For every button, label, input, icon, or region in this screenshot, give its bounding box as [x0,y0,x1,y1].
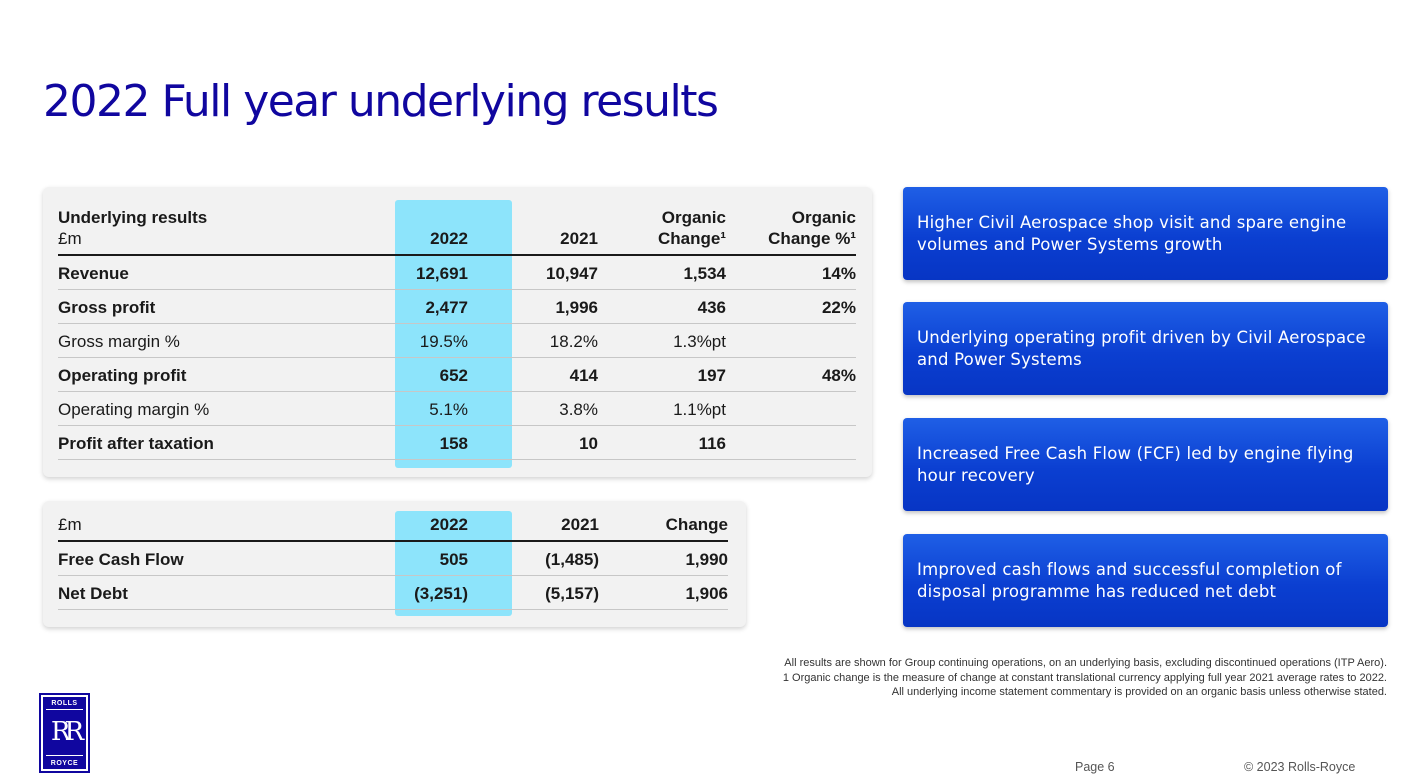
cell-2021: 18.2% [549,332,598,351]
copyright: © 2023 Rolls-Royce [1244,760,1356,774]
cell-organic-change: 116 [698,434,726,453]
row-label: Operating profit [58,366,187,385]
column-header-organic-change: Organic [661,208,726,227]
cell-2021: 1,996 [555,298,598,317]
footnote-line: All underlying income statement commentary is provided on an organic basis unless otherwise stated. [891,686,1387,698]
callout-box [903,302,1388,395]
cell-organic-pct: 48% [821,366,856,385]
row-divider [58,391,856,392]
column-header-2022: 2022 [430,515,468,534]
cell-2022: 12,691 [416,264,468,283]
column-header-organic-change-sub: Change¹ [658,229,726,248]
logo-bottom-word: ROYCE [50,760,79,767]
column-header-2022: 2022 [430,229,468,248]
row-divider [58,289,856,290]
cell-2022: 158 [439,434,468,453]
cell-2021: 414 [569,366,598,385]
cash-flow-panel [43,501,746,627]
table-unit-label: £m [58,229,82,248]
row-divider [58,425,856,426]
row-divider [58,609,728,610]
cell-organic-change: 1.3%pt [673,332,726,351]
column-header-organic-pct: Organic [791,208,856,227]
row-divider [58,357,856,358]
footnotes [783,656,1387,700]
footnote-line: All results are shown for Group continuing operations, on an underlying basis, excluding discontinued operations (ITP Aero). [784,657,1387,669]
callout-box [903,418,1388,511]
cell-organic-change: 1.1%pt [673,400,726,419]
column-header-organic-pct-sub: Change %¹ [768,229,856,248]
cell-2022: 19.5% [419,332,468,351]
table-unit-label: £m [58,515,82,534]
cell-organic-pct: 22% [821,298,856,317]
column-header-2021: 2021 [561,515,599,534]
cell-2021: 10,947 [546,264,598,283]
header-divider [58,540,728,542]
cell-change: 1,906 [685,584,728,603]
cell-organic-change: 1,534 [683,264,726,283]
callout-box [903,187,1388,280]
cell-2022: 505 [439,550,468,569]
header-divider [58,254,856,256]
row-label: Gross profit [58,298,156,317]
cell-organic-change: 197 [697,366,726,385]
row-label: Revenue [58,264,129,283]
column-header-change: Change [665,515,728,534]
logo-divider [46,709,83,710]
logo-monogram: RR [50,717,79,747]
cell-2022: 652 [439,366,468,385]
rolls-royce-logo [41,695,88,771]
cell-2021: 10 [579,434,598,453]
row-divider [58,459,856,460]
callout-text: Improved cash flows and successful completion of disposal programme has reduced net debt [917,559,1342,601]
column-header-2021: 2021 [560,229,598,248]
callout-text: Underlying operating profit driven by Civil Aerospace and Power Systems [917,327,1366,369]
cell-2021: (5,157) [545,584,599,603]
row-label: Free Cash Flow [58,550,184,569]
row-label: Profit after taxation [58,434,214,453]
row-divider [58,575,728,576]
page-number: Page 6 [1075,760,1115,774]
callout-box [903,534,1388,627]
cell-2022: (3,251) [414,584,468,603]
cell-change: 1,990 [685,550,728,569]
cell-2022: 5.1% [429,400,468,419]
row-label: Net Debt [58,584,128,603]
cell-organic-change: 436 [697,298,726,317]
cell-organic-pct: 14% [821,264,856,283]
callout-text: Higher Civil Aerospace shop visit and spare engine volumes and Power Systems growth [917,212,1347,254]
callout-text: Increased Free Cash Flow (FCF) led by engine flying hour recovery [917,443,1354,485]
table-header-label: Underlying results [58,208,208,227]
cell-2021: (1,485) [545,550,599,569]
underlying-results-panel [43,187,872,477]
row-label: Operating margin % [58,400,210,419]
logo-top-word: ROLLS [51,700,78,707]
cell-2021: 3.8% [559,400,598,419]
footnote-line: 1 Organic change is the measure of change at constant translational currency applying full year 2021 average rates to 2022. [782,671,1387,684]
row-label: Gross margin % [58,332,180,351]
row-divider [58,323,856,324]
logo-divider [46,755,83,756]
cell-2022: 2,477 [425,298,468,317]
page-title: 2022 Full year underlying results [43,76,718,127]
